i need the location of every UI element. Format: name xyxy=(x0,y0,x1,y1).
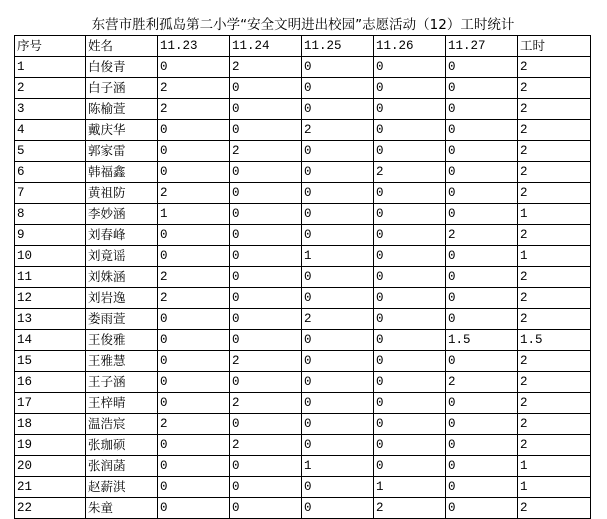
cell-d1124[interactable]: 0 xyxy=(230,330,302,351)
cell-d1127[interactable]: 0 xyxy=(446,246,518,267)
cell-d1127[interactable]: 0 xyxy=(446,477,518,498)
cell-d1124[interactable]: 0 xyxy=(230,204,302,225)
cell-seq[interactable]: 18 xyxy=(15,414,86,435)
cell-seq[interactable]: 22 xyxy=(15,498,86,519)
cell-d1127[interactable]: 0 xyxy=(446,162,518,183)
cell-d1125[interactable]: 0 xyxy=(302,288,374,309)
header-cell-d1126[interactable]: 11.26 xyxy=(374,36,446,57)
cell-hours[interactable]: 2 xyxy=(518,498,591,519)
cell-d1125[interactable]: 0 xyxy=(302,414,374,435)
cell-d1125[interactable]: 0 xyxy=(302,477,374,498)
cell-d1123[interactable]: 0 xyxy=(158,477,230,498)
table-row xyxy=(15,372,591,393)
cell-d1124[interactable]: 0 xyxy=(230,183,302,204)
cell-seq[interactable]: 19 xyxy=(15,435,86,456)
cell-name[interactable]: 赵薪淇 xyxy=(86,477,158,498)
table-row xyxy=(15,99,591,120)
cell-d1127[interactable]: 0 xyxy=(446,393,518,414)
cell-d1126[interactable]: 2 xyxy=(374,162,446,183)
cell-seq[interactable]: 6 xyxy=(15,162,86,183)
cell-d1126[interactable]: 0 xyxy=(374,414,446,435)
table-row xyxy=(15,288,591,309)
cell-d1125[interactable]: 0 xyxy=(302,498,374,519)
header-cell-d1124[interactable]: 11.24 xyxy=(230,36,302,57)
cell-d1127[interactable]: 0 xyxy=(446,57,518,78)
cell-d1124[interactable]: 0 xyxy=(230,498,302,519)
cell-hours[interactable]: 2 xyxy=(518,393,591,414)
cell-hours[interactable]: 2 xyxy=(518,99,591,120)
cell-d1126[interactable]: 0 xyxy=(374,183,446,204)
cell-name[interactable]: 戴庆华 xyxy=(86,120,158,141)
cell-seq[interactable]: 11 xyxy=(15,267,86,288)
cell-hours[interactable]: 2 xyxy=(518,309,591,330)
cell-d1126[interactable]: 0 xyxy=(374,99,446,120)
cell-name[interactable]: 刘岩逸 xyxy=(86,288,158,309)
cell-d1125[interactable]: 0 xyxy=(302,351,374,372)
cell-d1127[interactable]: 2 xyxy=(446,372,518,393)
cell-d1126[interactable]: 2 xyxy=(374,498,446,519)
cell-hours[interactable]: 2 xyxy=(518,288,591,309)
cell-d1127[interactable]: 0 xyxy=(446,498,518,519)
table-row xyxy=(15,246,591,267)
cell-d1124[interactable]: 0 xyxy=(230,267,302,288)
cell-d1124[interactable]: 0 xyxy=(230,99,302,120)
cell-d1125[interactable]: 0 xyxy=(302,183,374,204)
cell-d1127[interactable]: 0 xyxy=(446,435,518,456)
cell-d1125[interactable]: 0 xyxy=(302,57,374,78)
header-cell-d1123[interactable]: 11.23 xyxy=(158,36,230,57)
cell-name[interactable]: 刘竟谣 xyxy=(86,246,158,267)
cell-name[interactable]: 王俊雅 xyxy=(86,330,158,351)
cell-d1123[interactable]: 0 xyxy=(158,162,230,183)
table-row xyxy=(15,225,591,246)
header-row xyxy=(15,36,591,57)
cell-d1123[interactable]: 0 xyxy=(158,456,230,477)
cell-d1126[interactable]: 1 xyxy=(374,477,446,498)
cell-d1124[interactable]: 0 xyxy=(230,288,302,309)
cell-d1127[interactable]: 0 xyxy=(446,414,518,435)
cell-d1127[interactable]: 0 xyxy=(446,267,518,288)
cell-name[interactable]: 朱童 xyxy=(86,498,158,519)
table-row xyxy=(15,141,591,162)
cell-d1127[interactable]: 2 xyxy=(446,225,518,246)
cell-d1125[interactable]: 0 xyxy=(302,267,374,288)
cell-hours[interactable]: 1 xyxy=(518,477,591,498)
cell-d1125[interactable]: 1 xyxy=(302,246,374,267)
cell-name[interactable]: 黄祖防 xyxy=(86,183,158,204)
cell-d1125[interactable]: 0 xyxy=(302,393,374,414)
header-cell-d1127[interactable]: 11.27 xyxy=(446,36,518,57)
cell-d1127[interactable]: 0 xyxy=(446,456,518,477)
cell-name[interactable]: 李妙涵 xyxy=(86,204,158,225)
table-row xyxy=(15,57,591,78)
cell-hours[interactable]: 2 xyxy=(518,162,591,183)
cell-d1127[interactable]: 0 xyxy=(446,204,518,225)
cell-d1127[interactable]: 0 xyxy=(446,351,518,372)
cell-d1126[interactable]: 0 xyxy=(374,141,446,162)
cell-d1126[interactable]: 0 xyxy=(374,393,446,414)
table-row xyxy=(15,498,591,519)
cell-hours[interactable]: 2 xyxy=(518,78,591,99)
table-row xyxy=(15,435,591,456)
cell-d1123[interactable]: 0 xyxy=(158,372,230,393)
cell-d1125[interactable]: 0 xyxy=(302,78,374,99)
cell-d1123[interactable]: 0 xyxy=(158,57,230,78)
cell-d1127[interactable]: 0 xyxy=(446,288,518,309)
table-row xyxy=(15,309,591,330)
cell-d1125[interactable]: 0 xyxy=(302,141,374,162)
cell-hours[interactable]: 2 xyxy=(518,351,591,372)
sheet-title: 东营市胜利孤岛第二小学“安全文明进出校园”志愿活动（12）工时统计 xyxy=(91,17,515,33)
cell-d1124[interactable]: 0 xyxy=(230,225,302,246)
cell-name[interactable]: 白子涵 xyxy=(86,78,158,99)
cell-name[interactable]: 刘姝涵 xyxy=(86,267,158,288)
cell-d1125[interactable]: 0 xyxy=(302,225,374,246)
table-row xyxy=(15,351,591,372)
cell-seq[interactable]: 9 xyxy=(15,225,86,246)
cell-d1127[interactable]: 0 xyxy=(446,309,518,330)
cell-seq[interactable]: 1 xyxy=(15,57,86,78)
cell-d1123[interactable]: 2 xyxy=(158,99,230,120)
cell-d1125[interactable]: 0 xyxy=(302,435,374,456)
cell-d1124[interactable]: 0 xyxy=(230,372,302,393)
cell-d1127[interactable]: 0 xyxy=(446,183,518,204)
cell-hours[interactable]: 2 xyxy=(518,183,591,204)
table-row xyxy=(15,267,591,288)
cell-d1124[interactable]: 0 xyxy=(230,246,302,267)
cell-name[interactable]: 白俊青 xyxy=(86,57,158,78)
cell-hours[interactable]: 1 xyxy=(518,246,591,267)
cell-d1123[interactable]: 2 xyxy=(158,267,230,288)
cell-name[interactable]: 刘春峰 xyxy=(86,225,158,246)
table-row xyxy=(15,204,591,225)
cell-hours[interactable]: 2 xyxy=(518,225,591,246)
cell-d1125[interactable]: 1 xyxy=(302,456,374,477)
cell-d1127[interactable]: 0 xyxy=(446,141,518,162)
cell-hours[interactable]: 2 xyxy=(518,57,591,78)
cell-d1125[interactable]: 0 xyxy=(302,162,374,183)
cell-name[interactable]: 陈榆萱 xyxy=(86,99,158,120)
table-row xyxy=(15,120,591,141)
cell-d1123[interactable]: 2 xyxy=(158,414,230,435)
cell-d1126[interactable]: 0 xyxy=(374,57,446,78)
cell-d1123[interactable]: 2 xyxy=(158,288,230,309)
cell-d1123[interactable]: 0 xyxy=(158,309,230,330)
table-row xyxy=(15,477,591,498)
cell-seq[interactable]: 3 xyxy=(15,99,86,120)
table-row xyxy=(15,183,591,204)
cell-name[interactable]: 娄雨萱 xyxy=(86,309,158,330)
cell-name[interactable]: 韩福鑫 xyxy=(86,162,158,183)
cell-d1126[interactable]: 0 xyxy=(374,267,446,288)
cell-seq[interactable]: 15 xyxy=(15,351,86,372)
cell-d1124[interactable]: 2 xyxy=(230,141,302,162)
cell-d1126[interactable]: 0 xyxy=(374,456,446,477)
cell-seq[interactable]: 21 xyxy=(15,477,86,498)
cell-d1127[interactable]: 0 xyxy=(446,120,518,141)
table-row xyxy=(15,78,591,99)
cell-d1123[interactable]: 0 xyxy=(158,330,230,351)
cell-seq[interactable]: 17 xyxy=(15,393,86,414)
cell-seq[interactable]: 4 xyxy=(15,120,86,141)
header-cell-seq[interactable]: 序号 xyxy=(15,36,86,57)
cell-name[interactable]: 王梓晴 xyxy=(86,393,158,414)
cell-d1124[interactable]: 2 xyxy=(230,393,302,414)
cell-d1123[interactable]: 0 xyxy=(158,435,230,456)
cell-d1123[interactable]: 2 xyxy=(158,183,230,204)
cell-name[interactable]: 张珈硕 xyxy=(86,435,158,456)
cell-d1124[interactable]: 0 xyxy=(230,162,302,183)
cell-d1126[interactable]: 0 xyxy=(374,78,446,99)
cell-name[interactable]: 温浩宸 xyxy=(86,414,158,435)
cell-hours[interactable]: 2 xyxy=(518,372,591,393)
cell-d1123[interactable]: 0 xyxy=(158,351,230,372)
cell-hours[interactable]: 1 xyxy=(518,456,591,477)
cell-d1126[interactable]: 0 xyxy=(374,435,446,456)
header-cell-hours[interactable]: 工时 xyxy=(518,36,591,57)
cell-seq[interactable]: 14 xyxy=(15,330,86,351)
cell-d1126[interactable]: 0 xyxy=(374,120,446,141)
cell-d1123[interactable]: 2 xyxy=(158,78,230,99)
table-row xyxy=(15,456,591,477)
cell-d1125[interactable]: 0 xyxy=(302,99,374,120)
cell-d1126[interactable]: 0 xyxy=(374,372,446,393)
hours-table xyxy=(14,35,591,519)
cell-d1126[interactable]: 0 xyxy=(374,351,446,372)
cell-name[interactable]: 王雅慧 xyxy=(86,351,158,372)
table-row xyxy=(15,393,591,414)
cell-name[interactable]: 王子涵 xyxy=(86,372,158,393)
cell-seq[interactable]: 13 xyxy=(15,309,86,330)
cell-d1126[interactable]: 0 xyxy=(374,246,446,267)
cell-d1123[interactable]: 0 xyxy=(158,393,230,414)
table-row xyxy=(15,162,591,183)
cell-hours[interactable]: 2 xyxy=(518,267,591,288)
cell-d1126[interactable]: 0 xyxy=(374,225,446,246)
cell-d1125[interactable]: 0 xyxy=(302,372,374,393)
cell-d1123[interactable]: 0 xyxy=(158,120,230,141)
cell-d1123[interactable]: 0 xyxy=(158,225,230,246)
cell-seq[interactable]: 8 xyxy=(15,204,86,225)
cell-d1124[interactable]: 0 xyxy=(230,414,302,435)
cell-seq[interactable]: 20 xyxy=(15,456,86,477)
cell-seq[interactable]: 10 xyxy=(15,246,86,267)
cell-seq[interactable]: 12 xyxy=(15,288,86,309)
cell-d1126[interactable]: 0 xyxy=(374,330,446,351)
cell-d1126[interactable]: 0 xyxy=(374,288,446,309)
cell-hours[interactable]: 2 xyxy=(518,141,591,162)
cell-d1127[interactable]: 0 xyxy=(446,99,518,120)
cell-d1123[interactable]: 1 xyxy=(158,204,230,225)
cell-hours[interactable]: 2 xyxy=(518,414,591,435)
cell-d1125[interactable]: 2 xyxy=(302,120,374,141)
cell-hours[interactable]: 2 xyxy=(518,435,591,456)
cell-d1124[interactable]: 0 xyxy=(230,78,302,99)
header-cell-name[interactable]: 姓名 xyxy=(86,36,158,57)
cell-hours[interactable]: 1 xyxy=(518,204,591,225)
cell-d1124[interactable]: 2 xyxy=(230,435,302,456)
cell-d1124[interactable]: 0 xyxy=(230,477,302,498)
cell-seq[interactable]: 2 xyxy=(15,78,86,99)
cell-d1125[interactable]: 0 xyxy=(302,330,374,351)
cell-d1127[interactable]: 0 xyxy=(446,78,518,99)
table-row xyxy=(15,330,591,351)
header-cell-d1125[interactable]: 11.25 xyxy=(302,36,374,57)
cell-d1123[interactable]: 0 xyxy=(158,246,230,267)
cell-d1125[interactable]: 2 xyxy=(302,309,374,330)
cell-name[interactable]: 郭家雷 xyxy=(86,141,158,162)
cell-d1123[interactable]: 0 xyxy=(158,141,230,162)
cell-d1123[interactable]: 0 xyxy=(158,498,230,519)
table-row xyxy=(15,414,591,435)
cell-d1125[interactable]: 0 xyxy=(302,204,374,225)
cell-seq[interactable]: 16 xyxy=(15,372,86,393)
cell-d1126[interactable]: 0 xyxy=(374,204,446,225)
cell-d1124[interactable]: 0 xyxy=(230,309,302,330)
cell-d1124[interactable]: 0 xyxy=(230,120,302,141)
cell-hours[interactable]: 2 xyxy=(518,120,591,141)
cell-d1124[interactable]: 2 xyxy=(230,351,302,372)
cell-d1127[interactable]: 1.5 xyxy=(446,330,518,351)
cell-d1124[interactable]: 0 xyxy=(230,456,302,477)
cell-d1126[interactable]: 0 xyxy=(374,309,446,330)
cell-d1124[interactable]: 2 xyxy=(230,57,302,78)
cell-hours[interactable]: 1.5 xyxy=(518,330,591,351)
cell-seq[interactable]: 7 xyxy=(15,183,86,204)
cell-name[interactable]: 张润菡 xyxy=(86,456,158,477)
cell-seq[interactable]: 5 xyxy=(15,141,86,162)
